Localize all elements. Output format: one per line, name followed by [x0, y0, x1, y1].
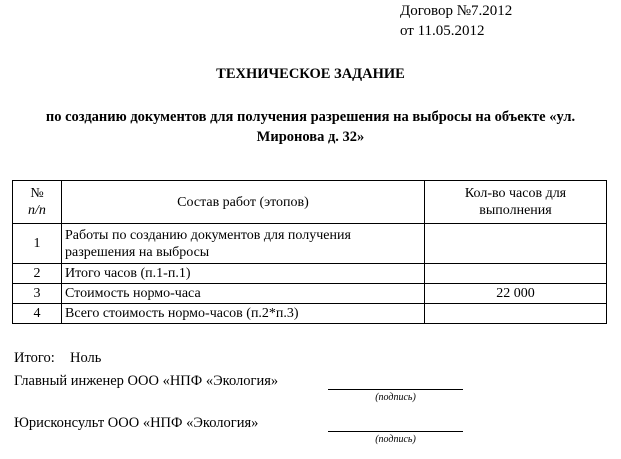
header-hours — [425, 181, 607, 224]
total-label: Итого: — [14, 350, 55, 366]
header-num-symbol: № — [30, 186, 44, 201]
row-work: Итого часов (п.1-п.1) — [62, 264, 425, 284]
table-row — [13, 304, 607, 324]
contract-number: Договор №7.2012 — [400, 3, 513, 19]
document-subtitle-line2: Миронова д. 32» — [256, 129, 365, 145]
contract-date: от 11.05.2012 — [400, 23, 485, 39]
header-hours-line1: Кол-во часов для — [464, 186, 567, 201]
table-row — [13, 284, 607, 304]
legal-adviser-label: Юрисконсульт ООО «НПФ «Экология» — [14, 415, 259, 431]
row-qty — [425, 224, 607, 264]
row-num: 3 — [13, 284, 62, 304]
chief-engineer-label: Главный инженер ООО «НПФ «Экология» — [14, 373, 279, 389]
row-num: 4 — [13, 304, 62, 324]
row-work: Стоимость нормо-часа — [62, 284, 425, 304]
table-row — [13, 224, 607, 264]
row-qty — [425, 304, 607, 324]
row-qty — [425, 264, 607, 284]
row-num: 1 — [13, 224, 62, 264]
row-work: Всего стоимость нормо-часов (п.2*п.3) — [62, 304, 425, 324]
document-title: ТЕХНИЧЕСКОЕ ЗАДАНИЕ — [216, 66, 405, 82]
row-num: 2 — [13, 264, 62, 284]
header-hours-line2: выполнения — [479, 203, 552, 218]
legal-adviser-signature-line — [328, 431, 463, 432]
works-table — [12, 180, 607, 324]
header-num — [13, 181, 62, 224]
table-header-row — [13, 181, 607, 224]
row-work: Работы по созданию документов для получения разрешения на выбросы — [62, 224, 425, 264]
document-subtitle-line1: по созданию документов для получения разрешения на выбросы на объекте «ул. — [45, 109, 576, 125]
header-num-pp: п/п — [28, 203, 46, 218]
total-value: Ноль — [70, 350, 102, 366]
legal-adviser-signature-hint: (подпись) — [375, 434, 416, 445]
row-qty: 22 000 — [425, 284, 607, 304]
chief-engineer-signature-hint: (подпись) — [375, 392, 416, 403]
chief-engineer-signature-line — [328, 389, 463, 390]
header-work: Состав работ (этопов) — [62, 181, 425, 224]
table-row — [13, 264, 607, 284]
